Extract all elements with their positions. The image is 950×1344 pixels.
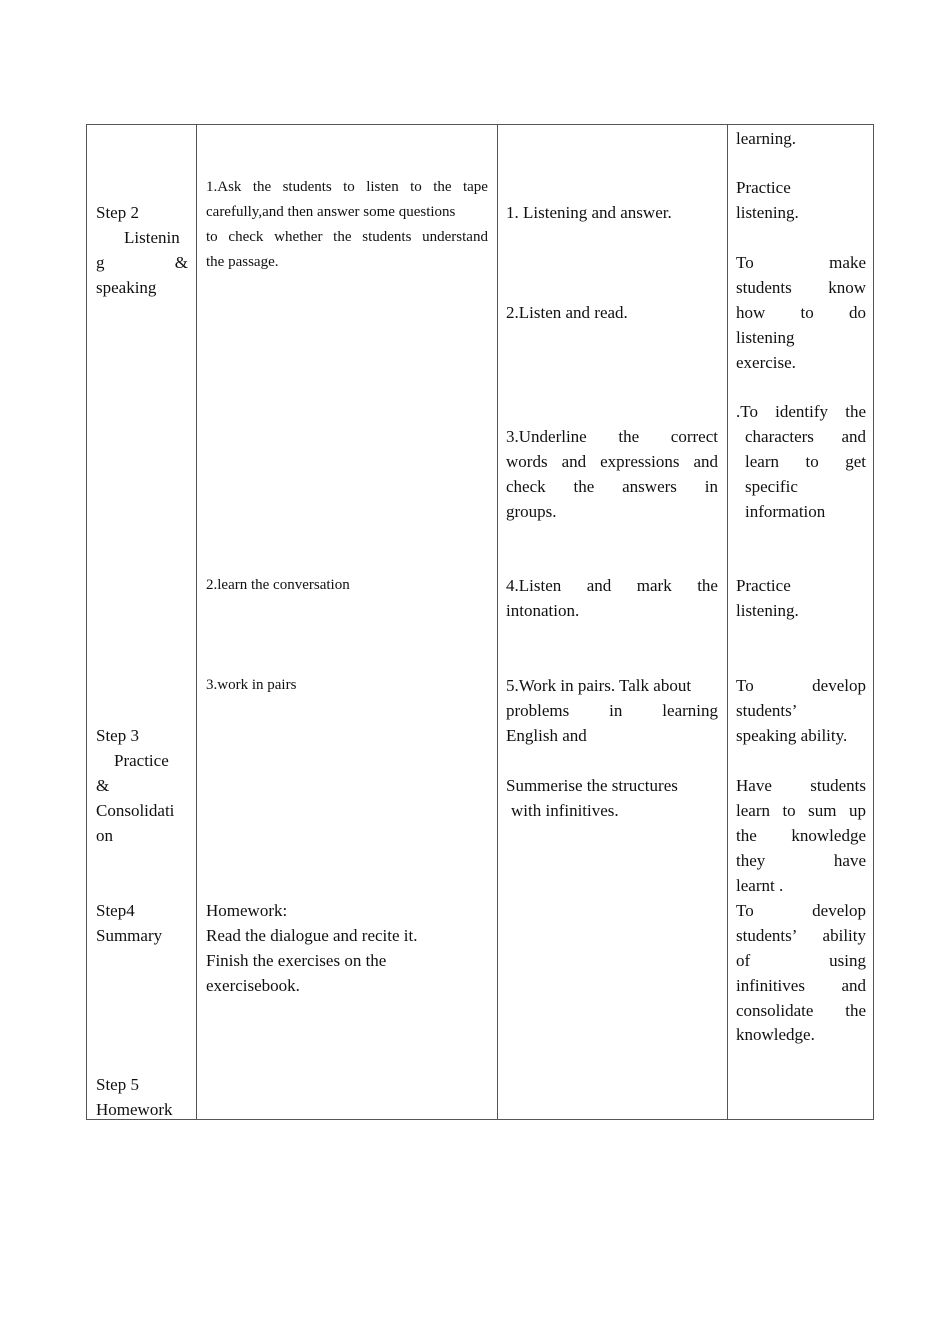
purpose-text: To develop xyxy=(736,676,866,695)
purpose-text: specific xyxy=(745,477,798,496)
homework-text: exercisebook. xyxy=(206,976,300,995)
step3-label: on xyxy=(96,826,113,845)
purpose-text: students’ ability xyxy=(736,926,866,945)
student-activity-6: Summerise the structures xyxy=(506,776,678,795)
purpose-text: consolidate the xyxy=(736,1001,866,1020)
purpose-text: learnt . xyxy=(736,876,784,895)
step2-label: Listenin xyxy=(124,228,180,247)
purpose-text: infinitives and xyxy=(736,976,866,995)
column-divider xyxy=(196,124,197,1120)
teacher-activity-3: 3.work in pairs xyxy=(206,677,297,693)
purpose-text: information xyxy=(745,502,826,521)
step3-label: Consolidati xyxy=(96,801,175,820)
step5-label: Step 5 xyxy=(96,1075,139,1094)
purpose-text: listening. xyxy=(736,203,799,222)
purpose-text: Practice xyxy=(736,178,791,197)
student-activity-5: 5.Work in pairs. Talk about xyxy=(506,676,692,695)
purpose-text: the knowledge xyxy=(736,826,866,845)
teacher-activity-2: 2.learn the conversation xyxy=(206,577,350,593)
student-activity-2: 2.Listen and read. xyxy=(506,303,628,322)
step2-label: speaking xyxy=(96,278,157,297)
column-divider xyxy=(497,124,498,1120)
step5-label: Homework xyxy=(96,1100,173,1119)
purpose-text: characters and xyxy=(745,427,866,446)
student-activity-6: with infinitives. xyxy=(511,801,619,820)
purpose-text: listening xyxy=(736,328,795,347)
purpose-text: speaking ability. xyxy=(736,726,848,745)
student-activity-5: problems in learning xyxy=(506,701,718,720)
purpose-text: To develop xyxy=(736,901,866,920)
student-activity-4: intonation. xyxy=(506,601,580,620)
student-activity-1: 1. Listening and answer. xyxy=(506,203,672,222)
student-activity-3: 3.Underline the correct xyxy=(506,427,718,446)
purpose-text: how to do xyxy=(736,303,866,322)
purpose-text: listening. xyxy=(736,601,799,620)
teacher-activity-1: carefully,and then answer some questions xyxy=(206,204,456,220)
step4-label: Summary xyxy=(96,926,163,945)
teacher-activity-1: 1.Ask the students to listen to the tape xyxy=(206,179,488,195)
step4-label: Step4 xyxy=(96,901,135,920)
purpose-text: Have students xyxy=(736,776,866,795)
purpose-text: Practice xyxy=(736,576,791,595)
student-activity-3: groups. xyxy=(506,502,557,521)
purpose-text: knowledge. xyxy=(736,1025,815,1044)
step3-label: & xyxy=(96,776,110,795)
step2-label: Step 2 xyxy=(96,203,139,222)
purpose-text: learning. xyxy=(736,129,796,148)
column-divider xyxy=(727,124,728,1120)
purpose-text: exercise. xyxy=(736,353,796,372)
purpose-text: they have xyxy=(736,851,866,870)
step2-label: g & xyxy=(96,253,188,272)
student-activity-5: English and xyxy=(506,726,587,745)
student-activity-3: check the answers in xyxy=(506,477,718,496)
student-activity-4: 4.Listen and mark the xyxy=(506,576,718,595)
purpose-text: of using xyxy=(736,951,866,970)
purpose-text: To make xyxy=(736,253,866,272)
purpose-text: students know xyxy=(736,278,866,297)
homework-heading: Homework: xyxy=(206,901,288,920)
purpose-text: learn to sum up xyxy=(736,801,866,820)
teacher-activity-1: to check whether the students understand xyxy=(206,229,488,245)
student-activity-3: words and expressions and xyxy=(506,452,718,471)
step3-label: Step 3 xyxy=(96,726,139,745)
purpose-text: students’ xyxy=(736,701,798,720)
homework-text: Finish the exercises on the xyxy=(206,951,387,970)
step3-label: Practice xyxy=(114,751,169,770)
homework-text: Read the dialogue and recite it. xyxy=(206,926,418,945)
teacher-activity-1: the passage. xyxy=(206,254,279,270)
purpose-text: .To identify the xyxy=(736,402,866,421)
purpose-text: learn to get xyxy=(745,452,866,471)
